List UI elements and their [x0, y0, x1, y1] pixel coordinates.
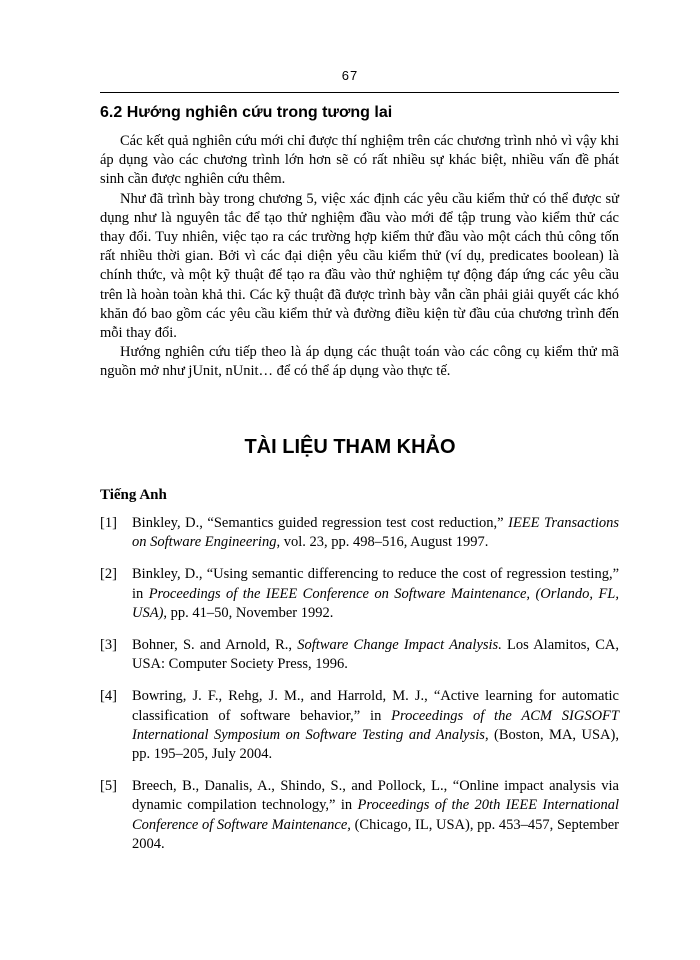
reference-details: (Chicago, IL, USA), pp. 453–457, September 2004. [132, 816, 619, 852]
references-subsection: Tiếng Anh [100, 487, 167, 503]
reference-item-4 [100, 687, 619, 764]
reference-details: , (Boston, MA, USA), pp. 195–205, July 2004. [132, 726, 619, 763]
paragraph-2: Như đã trình bày trong chương 5, việc xác định các yêu cầu kiểm thử có thể được sử dụng như là nguyên tắc để tạo thử nghiệm đầu vào mới để tập trung vào kiểm thử các thay đổi. Tuy nhiên, việc tạo ra các trường hợp kiểm thử đầu vào một cách thủ công tốn rất nhiều thời gian. Bởi vì các đại diện yêu cầu kiểm thử (ví dụ, predicates boolean) là chính thức, và một kỹ thuật để tạo ra đầu vào thử nghiệm tự động đáp ứng các yêu cầu trên là hoàn toàn khả thi. Các kỹ thuật đã được trình bày vẫn cần phải giải quyết các khó khăn đó bao gồm các yêu cầu kiểm thử và đường điều kiện từ đầu của chương trình đến mỗi thay đổi. [100, 190, 619, 342]
header-divider [100, 92, 619, 93]
reference-number: [2] [100, 566, 117, 583]
reference-list [100, 514, 619, 867]
reference-authors: Bowring, J. F., Rehg, J. M., and Harrold, M. J., “Active learning for automatic classification of software behavior,” in [132, 688, 619, 724]
reference-item-1 [100, 514, 619, 552]
references-title: TÀI LIỆU THAM KHẢO [244, 436, 456, 458]
reference-authors: Bohner, S. and Arnold, R., [132, 637, 298, 654]
section-heading: 6.2 Hướng nghiên cứu trong tương lai [100, 104, 393, 121]
reference-text [132, 565, 619, 623]
reference-item-5 [100, 777, 619, 854]
section-body [100, 132, 619, 382]
reference-venue: Proceedings of the ACM SIGSOFT International Symposium on Software Testing and Analysis [132, 707, 619, 743]
reference-text [132, 636, 619, 674]
reference-authors: Breech, B., Danalis, A., Shindo, S., and Pollock, L., “Online impact analysis via dynamic compilation technology,” in [132, 778, 619, 814]
reference-details: , vol. 23, pp. 498–516, August 1997. [276, 534, 489, 551]
reference-authors: Binkley, D., “Semantics guided regression test cost reduction,” [132, 515, 509, 531]
reference-details: , pp. 41–50, November 1992. [163, 604, 334, 621]
reference-number: [1] [100, 515, 117, 531]
reference-number: [4] [100, 688, 117, 705]
reference-venue: Proceedings of the IEEE Conference on Software Maintenance, (Orlando, FL, USA) [132, 585, 619, 621]
reference-authors: Binkley, D., “Using semantic differencing to reduce the cost of regression testing,” in [132, 566, 619, 602]
reference-venue: IEEE Transactions on Software Engineering [132, 515, 619, 551]
reference-text [132, 514, 619, 552]
paragraph-3: Hướng nghiên cứu tiếp theo là áp dụng các thuật toán vào các công cụ kiểm thử mã nguồn mở như jUnit, nUnit… để có thể áp dụng vào thực tế. [100, 344, 619, 380]
reference-item-2 [100, 565, 619, 623]
reference-item-3 [100, 636, 619, 674]
reference-number: [3] [100, 637, 117, 654]
reference-text [132, 687, 619, 764]
page-number: 67 [341, 68, 359, 83]
reference-number: [5] [100, 778, 117, 795]
reference-details: Los Alamitos, CA, USA: Computer Society Press, 1996. [132, 637, 619, 673]
reference-venue: Software Change Impact Analysis. [297, 637, 502, 654]
paragraph-1: Các kết quả nghiên cứu mới chỉ được thí nghiệm trên các chương trình nhỏ vì vậy khi áp dụng vào các chương trình lớn hơn sẽ có rất nhiều sự khác biệt, nhiều vấn đề phát sinh cần được nghiên cứu thêm. [100, 133, 619, 188]
reference-venue: Proceedings of the 20th IEEE International Conference of Software Maintenance, [132, 797, 619, 833]
reference-text [132, 777, 619, 854]
